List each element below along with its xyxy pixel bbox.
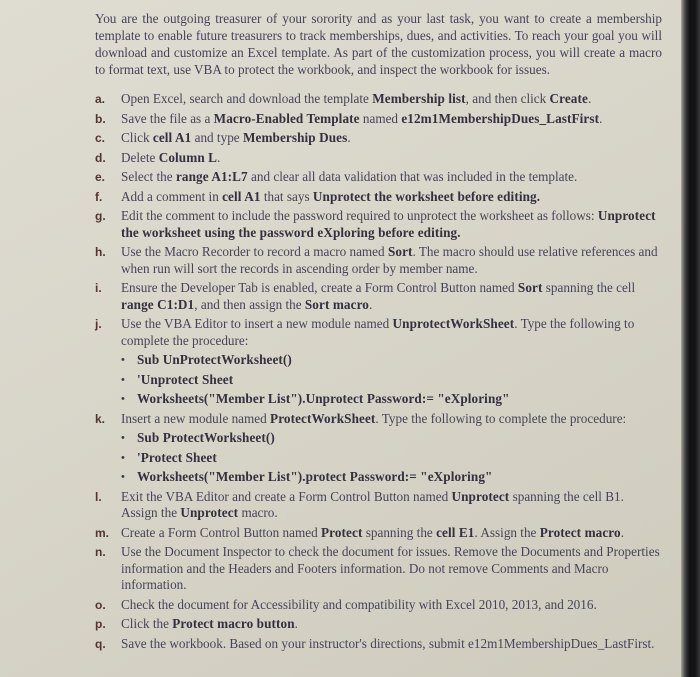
- step-text: Click the Protect macro button.: [121, 616, 298, 631]
- step-letter: d.: [95, 150, 106, 165]
- step-text: Ensure the Developer Tab is enabled, create a Form Control Button named Sort spanning the cell range C1:D1, and then assign the Sort macro.: [121, 280, 636, 312]
- step-text: Worksheets("Member List").Unprotect Password:= "eXploring": [137, 391, 510, 406]
- intro-paragraph: You are the outgoing treasurer of your sorority and as your last task, you want to create a membership template to enable future treasurers to track memberships, dues, and activities. To reach your goal you will download and customize an Excel template. As part of the customization process, you will create a macro to format text, use VBA to protect the workbook, and inspect the workbook for issues.: [95, 11, 662, 77]
- step-item: [95, 189, 662, 206]
- step-letter: g.: [95, 209, 106, 223]
- bullet-item: [95, 469, 662, 486]
- step-letter: h.: [95, 245, 106, 259]
- step-item: [95, 597, 662, 614]
- step-letter: i.: [95, 281, 102, 295]
- step-letter: l.: [95, 489, 102, 504]
- step-item: [95, 169, 662, 186]
- step-letter: o.: [95, 597, 106, 612]
- step-text: Check the document for Accessibility and compatibility with Excel 2010, 2013, and 2016.: [121, 596, 597, 612]
- step-text: Use the VBA Editor to insert a new module named UnprotectWorkSheet. Type the following to complete the procedure:: [121, 316, 635, 348]
- step-letter: k.: [95, 411, 106, 426]
- step-text: Sub ProtectWorksheet(): [137, 430, 275, 445]
- bullet-marker: •: [121, 432, 125, 444]
- step-text: Delete Column L.: [121, 149, 221, 165]
- step-text: Save the workbook. Based on your instructor's directions, submit e12m1MembershipDues_LastFirst.: [121, 635, 655, 651]
- step-letter: a.: [95, 92, 106, 106]
- step-item: [95, 489, 662, 522]
- step-letter: m.: [95, 525, 110, 540]
- paper-content: [95, 0, 662, 655]
- step-text: Exit the VBA Editor and create a Form Control Button named Unprotect spanning the cell B1. Assign the Unprotect macro.: [121, 488, 624, 520]
- bullet-marker: •: [121, 373, 125, 386]
- step-item: [95, 544, 662, 594]
- step-text: Insert a new module named ProtectWorkSheet. Type the following to complete the procedure:: [121, 410, 627, 426]
- step-text: 'Protect Sheet: [137, 449, 217, 465]
- step-letter: n.: [95, 545, 106, 559]
- step-text: Select the range A1:L7 and clear all data validation that was included in the template.: [121, 169, 578, 184]
- step-item: [95, 316, 662, 349]
- bullet-marker: •: [121, 354, 125, 366]
- step-text: Sub UnProtectWorksheet(): [137, 352, 292, 367]
- step-letter: c.: [95, 131, 106, 145]
- bullet-marker: •: [121, 451, 125, 464]
- step-item: [95, 280, 662, 313]
- step-letter: j.: [95, 317, 102, 331]
- step-text: Add a comment in cell A1 that says Unprotect the worksheet before editing.: [121, 188, 541, 204]
- bullet-item: [95, 430, 662, 447]
- step-item: [95, 616, 662, 633]
- step-letter: q.: [95, 636, 106, 651]
- step-letter: p.: [95, 617, 106, 631]
- step-item: [95, 208, 662, 241]
- step-item: [95, 525, 662, 542]
- step-text: Edit the comment to include the password required to unprotect the worksheet as follows: Unprotect the worksheet using the password eXploring before editing.: [121, 208, 656, 240]
- step-text: 'Unprotect Sheet: [137, 371, 234, 387]
- bullet-item: [95, 352, 662, 369]
- bullet-marker: •: [121, 393, 125, 405]
- bullet-item: [95, 372, 662, 389]
- step-item: [95, 411, 662, 428]
- step-text: Click cell A1 and type Membership Dues.: [121, 130, 351, 145]
- step-text: Open Excel, search and download the template Membership list, and then click Create.: [121, 91, 592, 106]
- step-item: [95, 91, 662, 108]
- step-letter: f.: [95, 189, 103, 204]
- step-item: [95, 130, 662, 147]
- steps-list: [95, 91, 662, 652]
- step-text: Use the Macro Recorder to record a macro named Sort. The macro should use relative references and when run will sort the records in ascending order by member name.: [121, 244, 658, 276]
- bullet-item: [95, 391, 662, 408]
- step-item: [95, 111, 662, 128]
- step-item: [95, 244, 662, 277]
- bullet-item: [95, 450, 662, 467]
- step-text: Save the file as a Macro-Enabled Template named e12m1MembershipDues_LastFirst.: [121, 110, 603, 126]
- photo-dark-edge: [681, 0, 700, 677]
- step-letter: b.: [95, 111, 106, 126]
- bullet-marker: •: [121, 471, 125, 483]
- step-text: Create a Form Control Button named Protect spanning the cell E1. Assign the Protect macro.: [121, 524, 625, 540]
- step-item: [95, 150, 662, 167]
- step-text: Use the Document Inspector to check the document for issues. Remove the Documents and Properties information and the Headers and Footers information. Do not remove Comments and Macro information.: [121, 544, 660, 592]
- step-text: Worksheets("Member List").protect Password:= "eXploring": [137, 469, 493, 484]
- step-item: [95, 636, 662, 653]
- step-letter: e.: [95, 170, 106, 184]
